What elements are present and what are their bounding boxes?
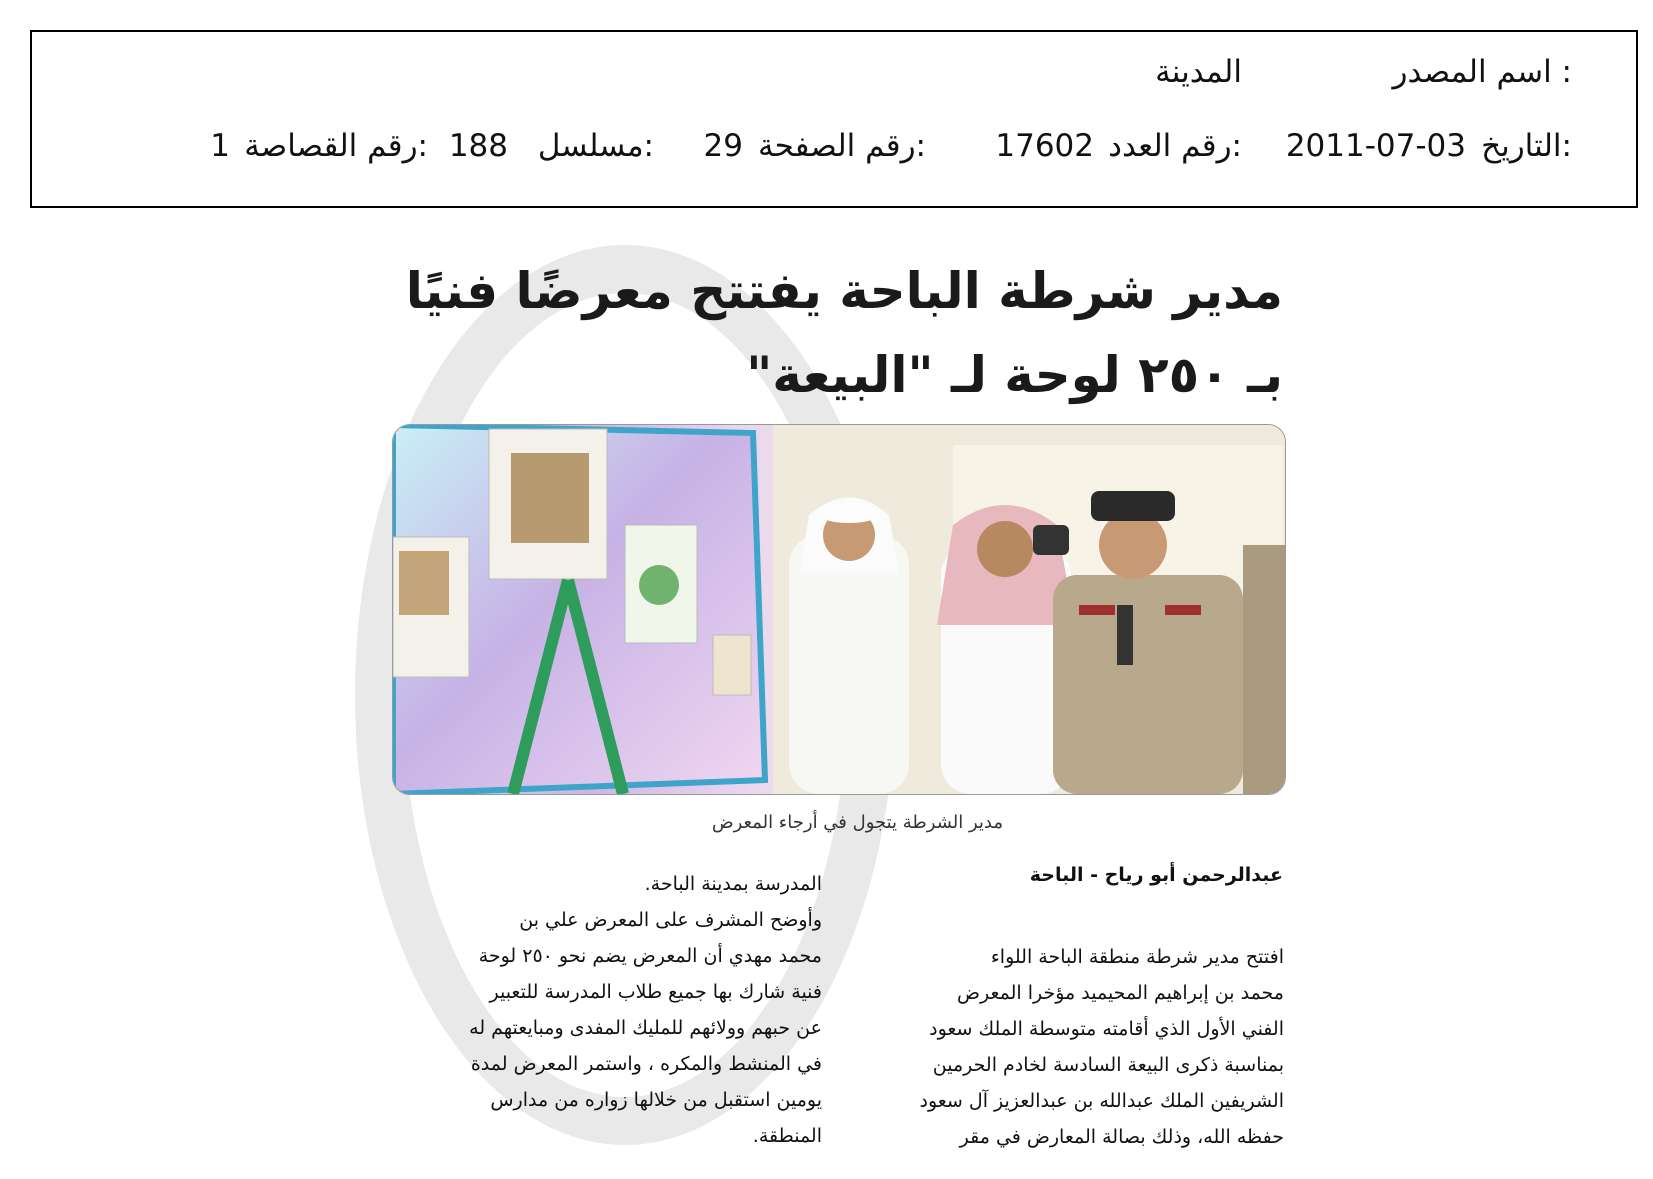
- paragraph-line: افتتح مدير شرطة منطقة الباحة اللواء: [990, 946, 1284, 968]
- page-value: 29: [703, 128, 743, 164]
- paragraph-line: المدرسة بمدينة الباحة.: [644, 873, 822, 895]
- paragraph-line: يومين استقبل من خلالها زواره من مدارس: [490, 1089, 822, 1111]
- paragraph-line: بمناسبة ذكرى البيعة السادسة لخادم الحرمين: [932, 1054, 1284, 1076]
- photo-caption: مدير الشرطة يتجول في أرجاء المعرض: [711, 812, 1003, 833]
- paragraph-line: محمد بن إبراهيم المحيميد مؤخرا المعرض: [957, 982, 1284, 1004]
- paragraph-line: حفظه الله، وذلك بصالة المعارض في مقر: [959, 1126, 1284, 1148]
- source-value: المدينة: [1155, 54, 1242, 90]
- date-value: 2011-07-03: [1285, 128, 1466, 164]
- headline-line-1: مدير شرطة الباحة يفتتح معرضًا فنيًا: [405, 262, 1283, 320]
- article-photo: [392, 424, 1286, 795]
- paragraph-line: الفني الأول الذي أقامته متوسطة الملك سعود: [929, 1018, 1284, 1040]
- clip-label: رقم القصاصة:: [244, 128, 428, 164]
- issue-value: 17602: [995, 128, 1094, 164]
- paragraph-line: وأوضح المشرف على المعرض علي بن: [519, 909, 822, 931]
- headline-line-2: بـ ٢٥٠ لوحة لـ "البيعة": [746, 346, 1283, 404]
- paragraph-line: فنية شارك بها جميع طلاب المدرسة للتعبير: [489, 981, 822, 1003]
- serial-value: 188: [448, 128, 508, 164]
- serial-label: مسلسل:: [537, 128, 654, 164]
- article-column-left: [392, 866, 822, 1154]
- paragraph-line: محمد مهدي أن المعرض يضم نحو ٢٥٠ لوحة: [478, 945, 822, 967]
- issue-label: رقم العدد:: [1108, 128, 1242, 164]
- paragraph-line: الشريفين الملك عبدالله بن عبدالعزيز آل سعود: [919, 1090, 1284, 1112]
- page-label: رقم الصفحة:: [758, 128, 926, 164]
- paragraph-line: عن حبهم وولائهم للمليك المفدى ومبايعتهم له: [469, 1017, 822, 1039]
- paragraph-line: في المنشط والمكره ، واستمر المعرض لمدة: [470, 1053, 822, 1075]
- photo-illustration: [393, 425, 1285, 794]
- paragraph-line: المنطقة.: [752, 1125, 822, 1147]
- article-column-right: [854, 939, 1284, 1155]
- clipping-metadata-box: [30, 30, 1638, 208]
- date-label: التاريخ:: [1481, 128, 1572, 164]
- source-label: اسم المصدر :: [1392, 54, 1572, 90]
- clip-value: 1: [210, 128, 230, 164]
- byline: عبدالرحمن أبو رياح - الباحة: [1029, 864, 1283, 886]
